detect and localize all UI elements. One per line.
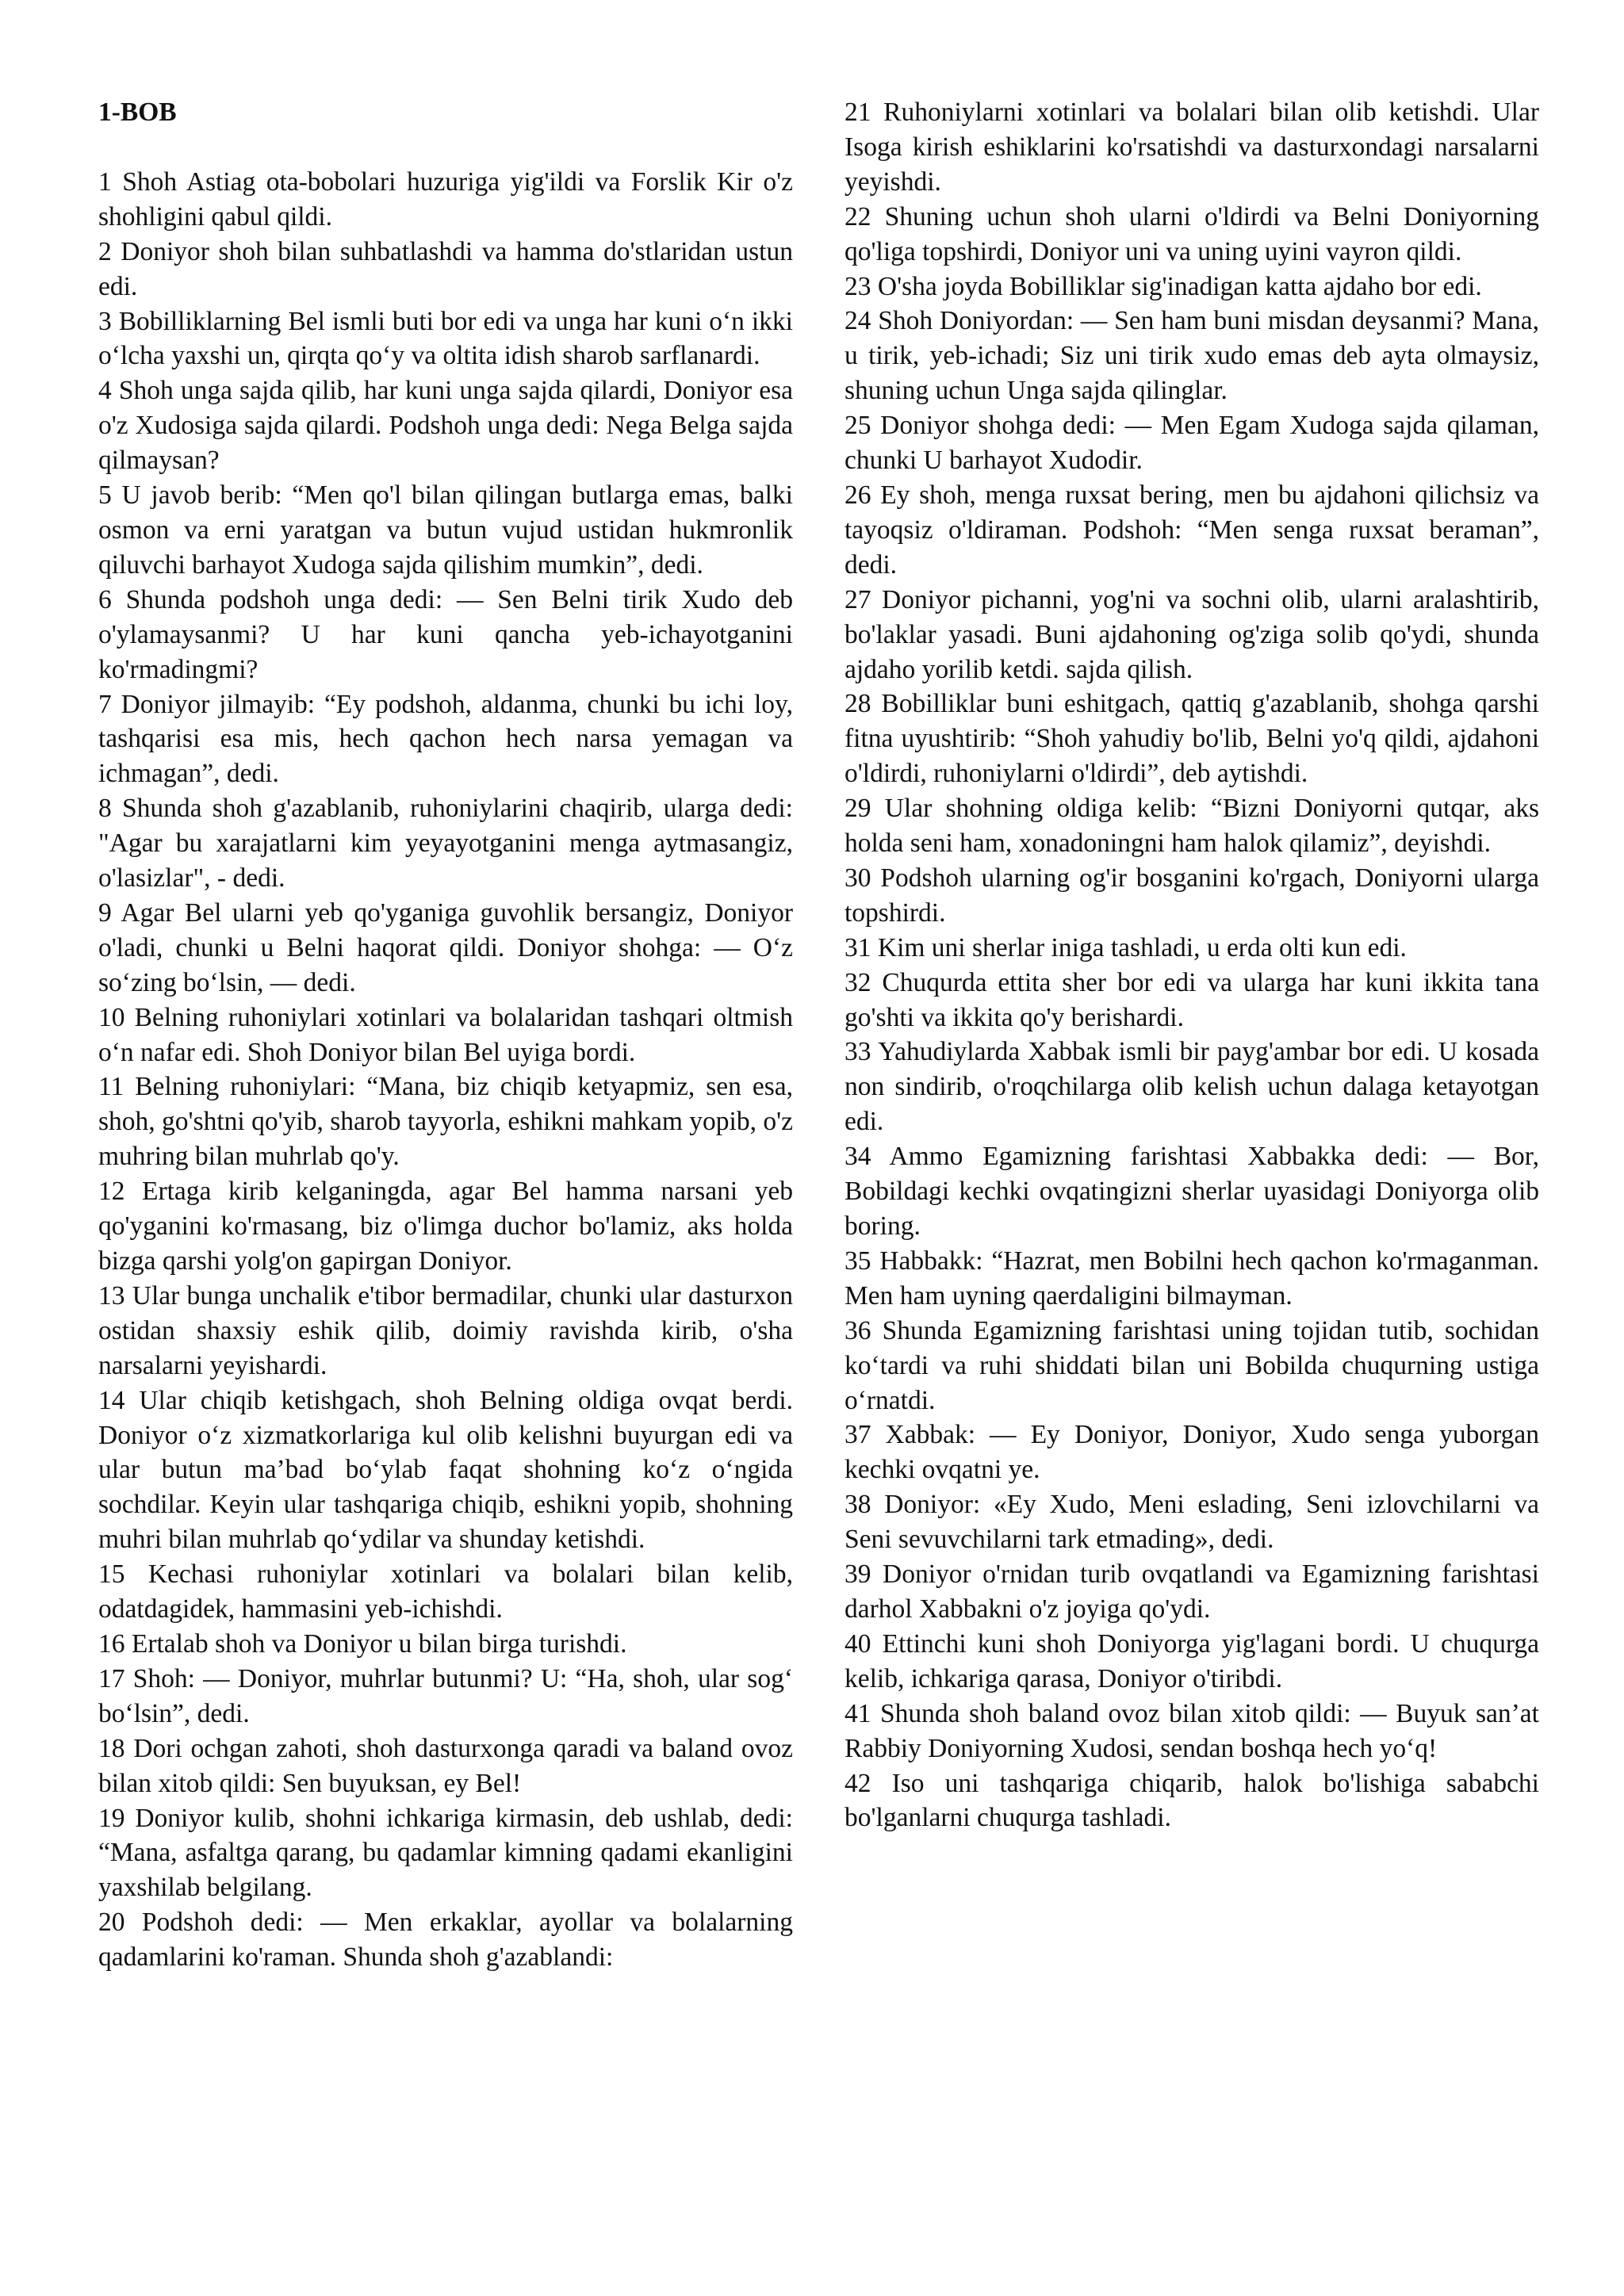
verse: 21 Ruhoniylarni xotinlari va bolalari bilan olib ketishdi. Ular Isoga kirish eshiklarini ko'rsatishdi va dasturxondagi narsalarni yeyishdi. (845, 98, 1539, 197)
verse: 22 Shuning uchun shoh ularni o'ldirdi va Belni Doniyorning qo'liga topshirdi, Doniyor uni va uning uyini vayron qildi. (845, 201, 1539, 266)
verse: 36 Shunda Egamizning farishtasi uning tojidan tutib, sochidan ko‘tardi va ruhi shiddati bilan uni Bobilda chuqurning ustiga o‘rnatdi. (845, 1315, 1539, 1415)
verse: 32 Chuqurda ettita sher bor edi va ularga har kuni ikkita tana go'shti va ikkita qo'y berishardi. (845, 967, 1539, 1032)
verse: 12 Ertaga kirib kelganingda, agar Bel hamma narsani yeb qo'yganini ko'rmasang, biz o'limga duchor bo'lamiz, aks holda bizga qarshi yolg'on gapirgan Doniyor. (98, 1177, 793, 1276)
verse: 35 Habbakk: “Hazrat, men Bobilni hech qachon ko'rmaganman. Men ham uyning qaerdaligini bilmayman. (845, 1246, 1539, 1311)
verse: 26 Ey shoh, menga ruxsat bering, men bu ajdahoni qilichsiz va tayoqsiz o'ldiraman. Podshoh: “Men senga ruxsat beraman”, dedi. (845, 480, 1539, 580)
right-column (845, 95, 1539, 1835)
verse: 6 Shunda podshoh unga dedi: — Sen Belni tirik Xudo deb o'ylamaysanmi? U har kuni qancha yeb-ichayotganini ko'rmadingmi? (98, 584, 793, 684)
verse: 4 Shoh unga sajda qilib, har kuni unga sajda qilardi, Doniyor esa o'z Xudosiga sajda qilardi. Podshoh unga dedi: Nega Belga sajda qilmaysan? (98, 376, 793, 476)
verse: 25 Doniyor shohga dedi: — Men Egam Xudoga sajda qilaman, chunki U barhayot Xudodir. (845, 411, 1539, 476)
verse: 13 Ular bunga unchalik e'tibor bermadilar, chunki ular dasturxon ostidan shaxsiy eshik qilib, doimiy ravishda kirib, o'sha narsalarni yeyishardi. (98, 1280, 793, 1380)
verse: 24 Shoh Doniyordan: — Sen ham buni misdan deysanmi? Mana, u tirik, yeb-ichadi; Siz uni tirik xudo emas deb ayta olmaysiz, shuning uchun Unga sajda qilinglar. (845, 306, 1539, 406)
verse: 14 Ular chiqib ketishgach, shoh Belning oldiga ovqat berdi. Doniyor o‘z xizmatkorlariga kul olib kelishni buyurgan edi va ular butun ma’bad bo‘ylab faqat shohning ko‘z o‘ngida sochdilar. Keyin ular tashqariga chiqib, eshikni yopib, shohning muhri bilan muhrlab qo‘ydilar va shunday ketishdi. (98, 1385, 793, 1555)
verse: 3 Bobilliklarning Bel ismli buti bor edi va unga har kuni o‘n ikki o‘lcha yaxshi un, qirqta qo‘y va oltita idish sharob sarflanardi. (98, 306, 793, 371)
verse: 7 Doniyor jilmayib: “Ey podshoh, aldanma, chunki bu ichi loy, tashqarisi esa mis, hech qachon hech narsa yemagan va ichmagan”, dedi. (98, 689, 793, 789)
verse: 16 Ertalab shoh va Doniyor u bilan birga turishdi. (98, 1628, 627, 1659)
verse: 34 Ammo Egamizning farishtasi Xabbakka dedi: — Bor, Bobildagi kechki ovqatingizni sherlar uyasidagi Doniyorga olib boring. (845, 1142, 1539, 1241)
verse: 27 Doniyor pichanni, yog'ni va sochni olib, ularni aralashtirib, bo'laklar yasadi. Buni ajdahoning og'ziga solib qo'ydi, shunda ajdaho yorilib ketdi. sajda qilish. (845, 584, 1539, 684)
left-column (98, 95, 793, 1975)
verse: 29 Ular shohning oldiga kelib: “Bizni Doniyorni qutqar, aks holda seni ham, xonadoningni ham halok qilamiz”, deyishdi. (845, 794, 1539, 859)
verse: 40 Ettinchi kuni shoh Doniyorga yig'lagani bordi. U chuqurga kelib, ichkariga qarasa, Doniyor o'tiribdi. (845, 1628, 1539, 1693)
verse: 39 Doniyor o'rnidan turib ovqatlandi va Egamizning farishtasi darhol Xabbakni o'z joyiga qo'ydi. (845, 1559, 1539, 1624)
verse: 41 Shunda shoh baland ovoz bilan xitob qildi: — Buyuk san’at Rabbiy Doniyorning Xudosi, sendan boshqa hech yo‘q! (845, 1698, 1539, 1763)
verse: 42 Iso uni tashqariga chiqarib, halok bo'lishiga sababchi bo'lganlarni chuqurga tashladi. (845, 1768, 1539, 1833)
verse: 2 Doniyor shoh bilan suhbatlashdi va hamma do'stlaridan ustun edi. (98, 236, 793, 301)
verse: 37 Xabbak: — Ey Doniyor, Doniyor, Xudo senga yuborgan kechki ovqatni ye. (845, 1420, 1539, 1485)
verse: 1 Shoh Astiag ota-bobolari huzuriga yig'ildi va Forslik Kir o'z shohligini qabul qildi. (98, 166, 793, 232)
verse: 10 Belning ruhoniylari xotinlari va bolalaridan tashqari oltmish o‘n nafar edi. Shoh Doniyor bilan Bel uyiga bordi. (98, 1002, 793, 1067)
verse: 38 Doniyor: «Ey Xudo, Meni eslading, Seni izlovchilarni va Seni sevuvchilarni tark etmading», dedi. (845, 1490, 1539, 1555)
chapter-title: 1-BOB (98, 98, 177, 127)
verse: 30 Podshoh ularning og'ir bosganini ko'rgach, Doniyorni ularga topshirdi. (845, 863, 1539, 928)
verse: 17 Shoh: — Doniyor, muhrlar butunmi? U: “Ha, shoh, ular sog‘ bo‘lsin”, dedi. (98, 1663, 793, 1728)
verse: 11 Belning ruhoniylari: “Mana, biz chiqib ketyapmiz, sen esa, shoh, go'shtni qo'yib, sharob tayyorla, eshikni mahkam yopib, o'z muhring bilan muhrlab qo'y. (98, 1072, 793, 1172)
verse: 5 U javob berib: “Men qo'l bilan qilingan butlarga emas, balki osmon va erni yaratgan va butun vujud ustidan hukmronlik qiluvchi barhayot Xudoga sajda qilishim mumkin”, dedi. (98, 480, 793, 580)
verse: 28 Bobilliklar buni eshitgach, qattiq g'azablanib, shohga qarshi fitna uyushtirib: “Shoh yahudiy bo'lib, Belni yo'q qildi, ajdahoni o'ldirdi, ruhoniylarni o'ldirdi”, deb aytishdi. (845, 689, 1539, 789)
verse: 20 Podshoh dedi: — Men erkaklar, ayollar va bolalarning qadamlarini ko'raman. Shunda shoh g'azablandi: (98, 1908, 793, 1973)
verse: 18 Dori ochgan zahoti, shoh dasturxonga qaradi va baland ovoz bilan xitob qildi: Sen buyuksan, ey Bel! (98, 1733, 793, 1798)
verse: 31 Kim uni sherlar iniga tashladi, u erda olti kun edi. (845, 932, 1407, 962)
verse: 15 Kechasi ruhoniylar xotinlari va bolalari bilan kelib, odatdagidek, hammasini yeb-ichishdi. (98, 1559, 793, 1624)
verse: 23 O'sha joyda Bobilliklar sig'inadigan katta ajdaho bor edi. (845, 271, 1482, 301)
verse: 8 Shunda shoh g'azablanib, ruhoniylarini chaqirib, ularga dedi: "Agar bu xarajatlarni kim yeyayotganini menga aytmasangiz, o'lasizlar", - dedi. (98, 794, 793, 894)
verse: 9 Agar Bel ularni yeb qo'yganiga guvohlik bersangiz, Doniyor o'ladi, chunki u Belni haqorat qildi. Doniyor shohga: — O‘z so‘zing bo‘lsin, — dedi. (98, 897, 793, 997)
verse: 33 Yahudiylarda Xabbak ismli bir payg'ambar bor edi. U kosada non sindirib, o'roqchilarga olib kelish uchun dalaga ketayotgan edi. (845, 1037, 1539, 1137)
verse: 19 Doniyor kulib, shohni ichkariga kirmasin, deb ushlab, dedi: “Mana, asfaltga qarang, bu qadamlar kimning qadami ekanligini yaxshilab belgilang. (98, 1803, 793, 1903)
